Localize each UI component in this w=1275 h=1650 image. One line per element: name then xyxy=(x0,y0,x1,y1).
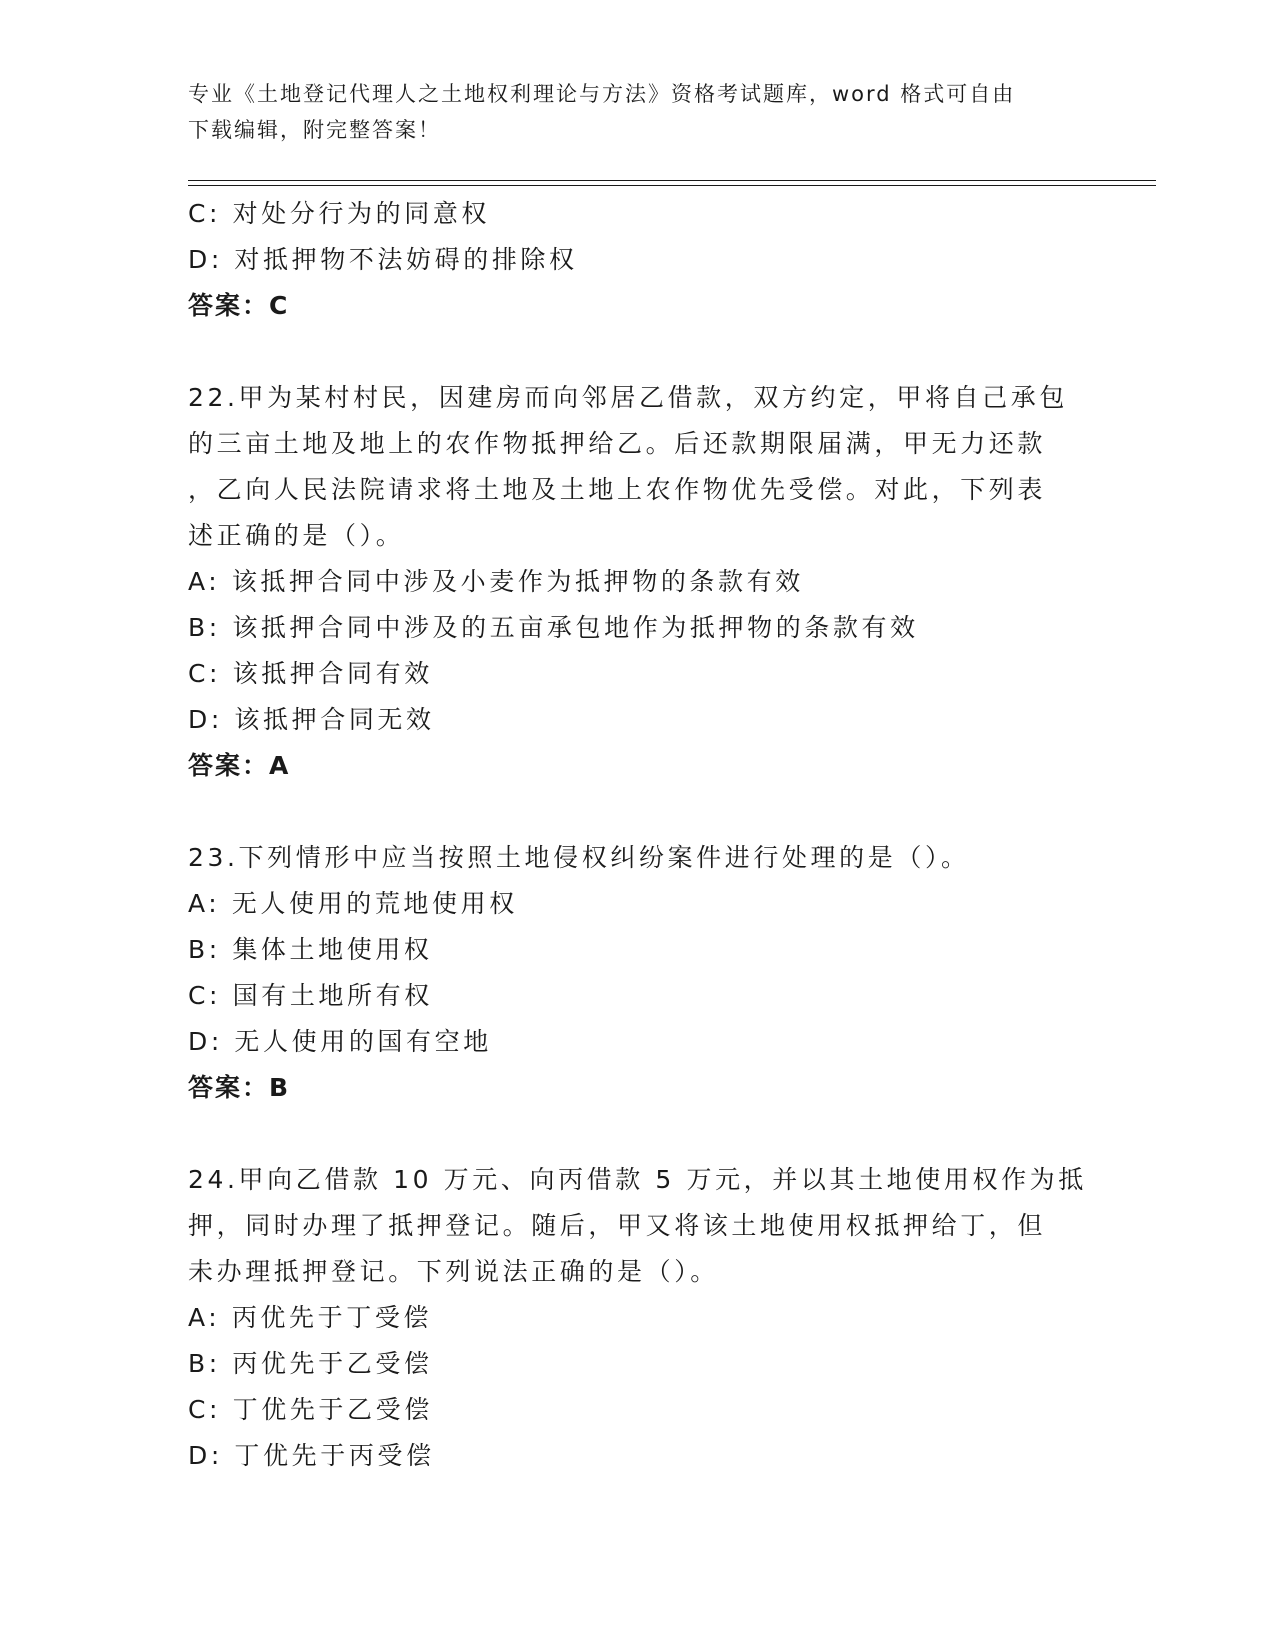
option-d: D: 该抵押合同无效 xyxy=(188,705,435,734)
question-stem-line: 述正确的是（）。 xyxy=(188,521,405,550)
question-22 xyxy=(188,375,1088,789)
document-body xyxy=(188,191,1088,1479)
header-divider-bottom xyxy=(188,185,1156,186)
spacer xyxy=(188,789,1088,835)
answer: 答案：C xyxy=(188,291,290,320)
answer: 答案：B xyxy=(188,1073,291,1102)
question-24 xyxy=(188,1157,1088,1479)
option-b: B: 丙优先于乙受偿 xyxy=(188,1349,433,1378)
option-d: D: 丁优先于丙受偿 xyxy=(188,1441,435,1470)
header-line-2: 下载编辑，附完整答案！ xyxy=(188,118,441,142)
answer: 答案：A xyxy=(188,751,291,780)
option-c: C: 该抵押合同有效 xyxy=(188,659,433,688)
header-line-1: 专业《土地登记代理人之土地权利理论与方法》资格考试题库，word 格式可自由 xyxy=(188,82,1016,106)
option-c: C: 丁优先于乙受偿 xyxy=(188,1395,433,1424)
option-c: C: 国有土地所有权 xyxy=(188,981,433,1010)
header-divider-top xyxy=(188,180,1156,181)
question-stem-line: 未办理抵押登记。下列说法正确的是（）。 xyxy=(188,1257,719,1286)
question-23 xyxy=(188,835,1088,1111)
option-a: A: 该抵押合同中涉及小麦作为抵押物的条款有效 xyxy=(188,567,804,596)
document-header xyxy=(188,76,1088,148)
spacer xyxy=(188,329,1088,375)
question-stem-line: 的三亩土地及地上的农作物抵押给乙。后还款期限届满，甲无力还款 xyxy=(188,429,1047,458)
option-d: D: 对抵押物不法妨碍的排除权 xyxy=(188,245,578,274)
option-a: A: 丙优先于丁受偿 xyxy=(188,1303,433,1332)
question-stem-line: 24.甲向乙借款 10 万元、向丙借款 5 万元，并以其土地使用权作为抵 xyxy=(188,1165,1087,1194)
option-b: B: 集体土地使用权 xyxy=(188,935,433,964)
option-b: B: 该抵押合同中涉及的五亩承包地作为抵押物的条款有效 xyxy=(188,613,919,642)
question-stem-line: 23.下列情形中应当按照土地侵权纠纷案件进行处理的是（）。 xyxy=(188,843,970,872)
question-stem-line: 22.甲为某村村民，因建房而向邻居乙借款，双方约定，甲将自己承包 xyxy=(188,383,1068,412)
prev-question xyxy=(188,191,1088,329)
option-d: D: 无人使用的国有空地 xyxy=(188,1027,492,1056)
spacer xyxy=(188,1111,1088,1157)
option-a: A: 无人使用的荒地使用权 xyxy=(188,889,518,918)
question-stem-line: 押，同时办理了抵押登记。随后，甲又将该土地使用权抵押给丁，但 xyxy=(188,1211,1047,1240)
question-stem-line: ，乙向人民法院请求将土地及土地上农作物优先受偿。对此，下列表 xyxy=(188,475,1047,504)
option-c: C: 对处分行为的同意权 xyxy=(188,199,491,228)
